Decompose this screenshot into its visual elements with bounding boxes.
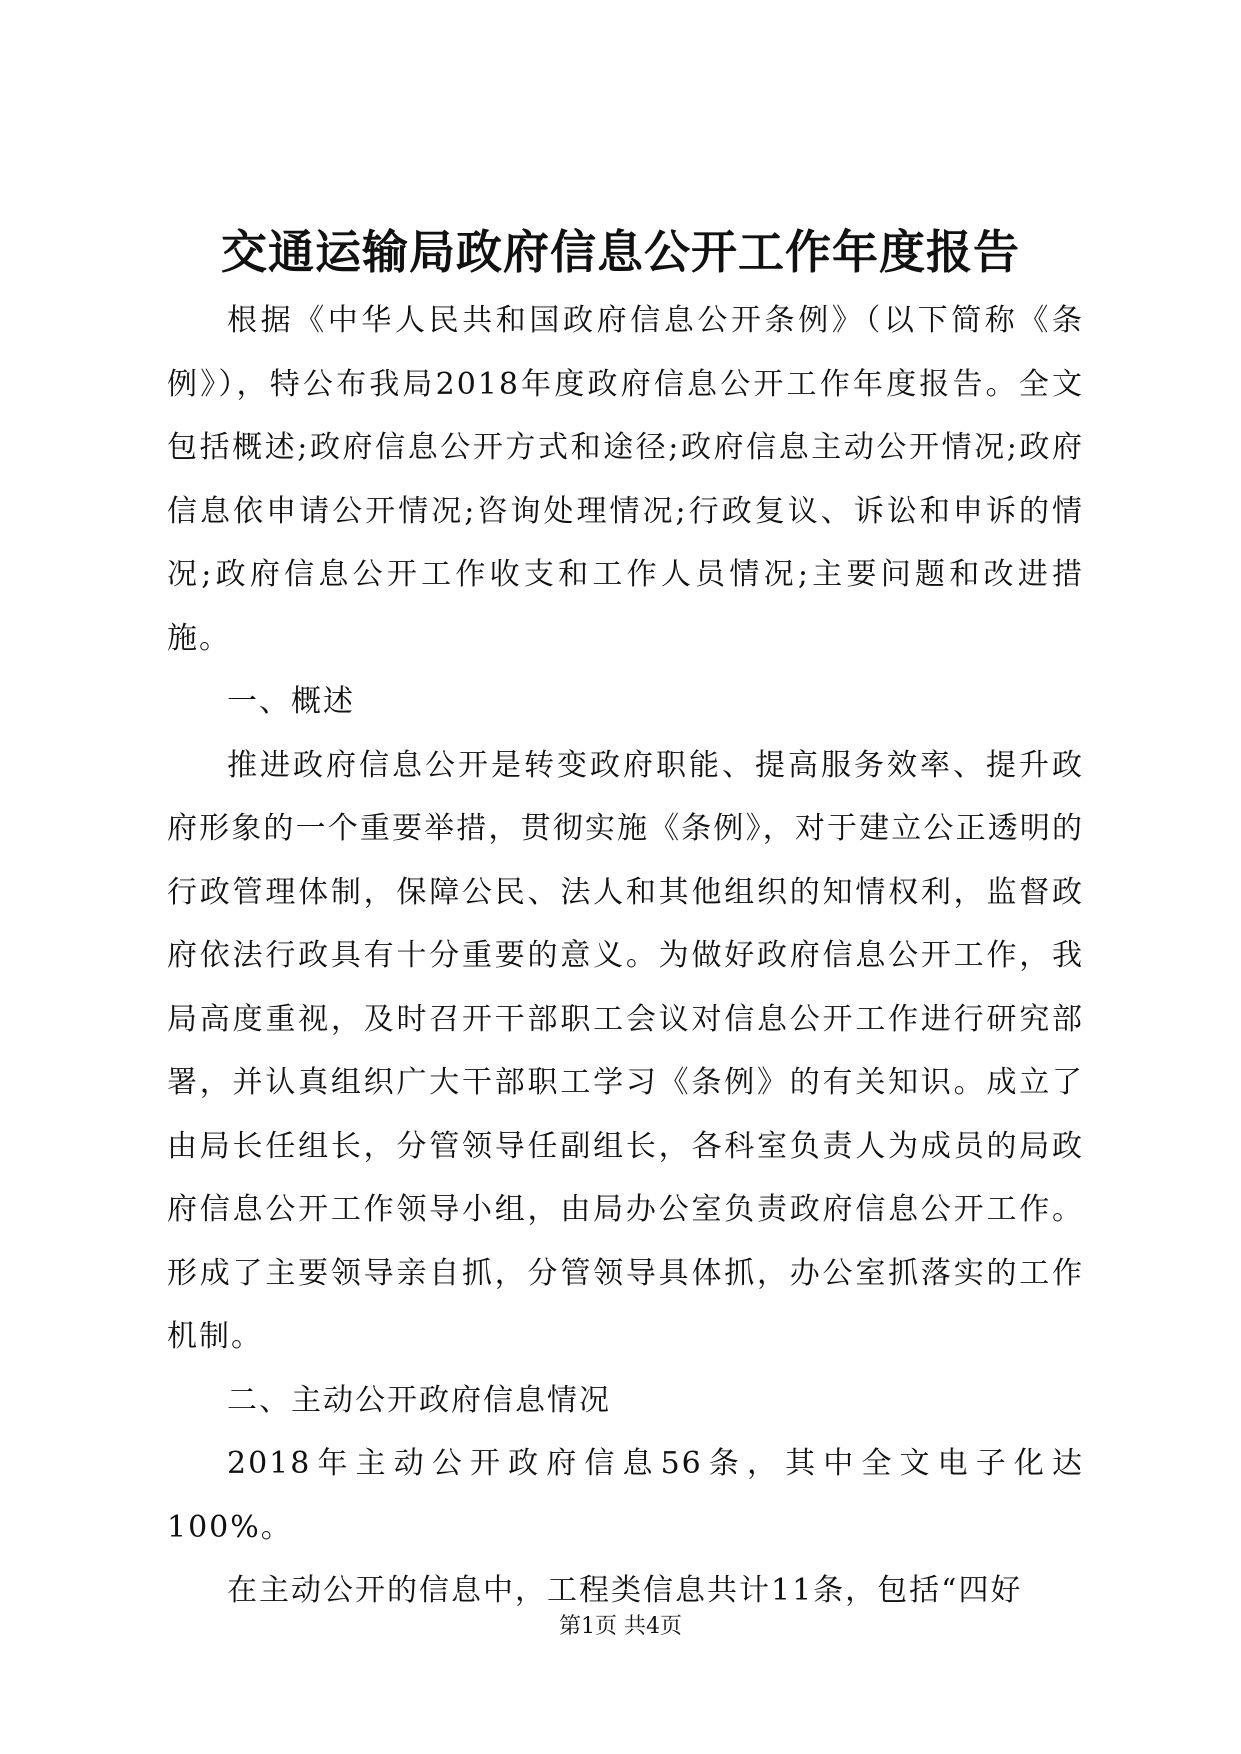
- section-heading-active-disclosure: 二、主动公开政府信息情况: [227, 1382, 611, 1418]
- disclosure-stats-paragraph: 2018年主动公开政府信息56条，其中全文电子化达100%。: [167, 1446, 1084, 1545]
- disclosure-detail-paragraph: 在主动公开的信息中，工程类信息共计11条，包括“四好: [227, 1573, 1023, 1608]
- intro-paragraph: 根据《中华人民共和国政府信息公开条例》（以下简称《条例》），特公布我局2018年度政府信息公开工作年度报告。全文包括概述;政府信息公开方式和途径;政府信息主动公开情况;政府信息依申请公开情况;咨询处理情况;行政复议、诉讼和申诉的情况;政府信息公开工作收支和工作人员情况;主要问题和改进措施。: [167, 303, 1084, 656]
- section-heading-overview: 一、概述: [227, 684, 355, 719]
- overview-paragraph: 推进政府信息公开是转变政府职能、提高服务效率、提升政府形象的一个重要举措，贯彻实施《条例》，对于建立公正透明的行政管理体制，保障公民、法人和其他组织的知情权利，监督政府依法行政具有十分重要的意义。为做好政府信息公开工作，我局高度重视，及时召开干部职工会议对信息公开工作进行研究部署，并认真组织广大干部职工学习《条例》的有关知识。成立了由局长任组长，分管领导任副组长，各科室负责人为成员的局政府信息公开工作领导小组，由局办公室负责政府信息公开工作。形成了主要领导亲自抓，分管领导具体抓，办公室抓落实的工作机制。: [167, 747, 1084, 1354]
- document-body: [167, 289, 1084, 1623]
- document-title: 交通运输局政府信息公开工作年度报告: [221, 225, 1020, 279]
- page-footer: 第1页 共4页: [559, 1614, 682, 1639]
